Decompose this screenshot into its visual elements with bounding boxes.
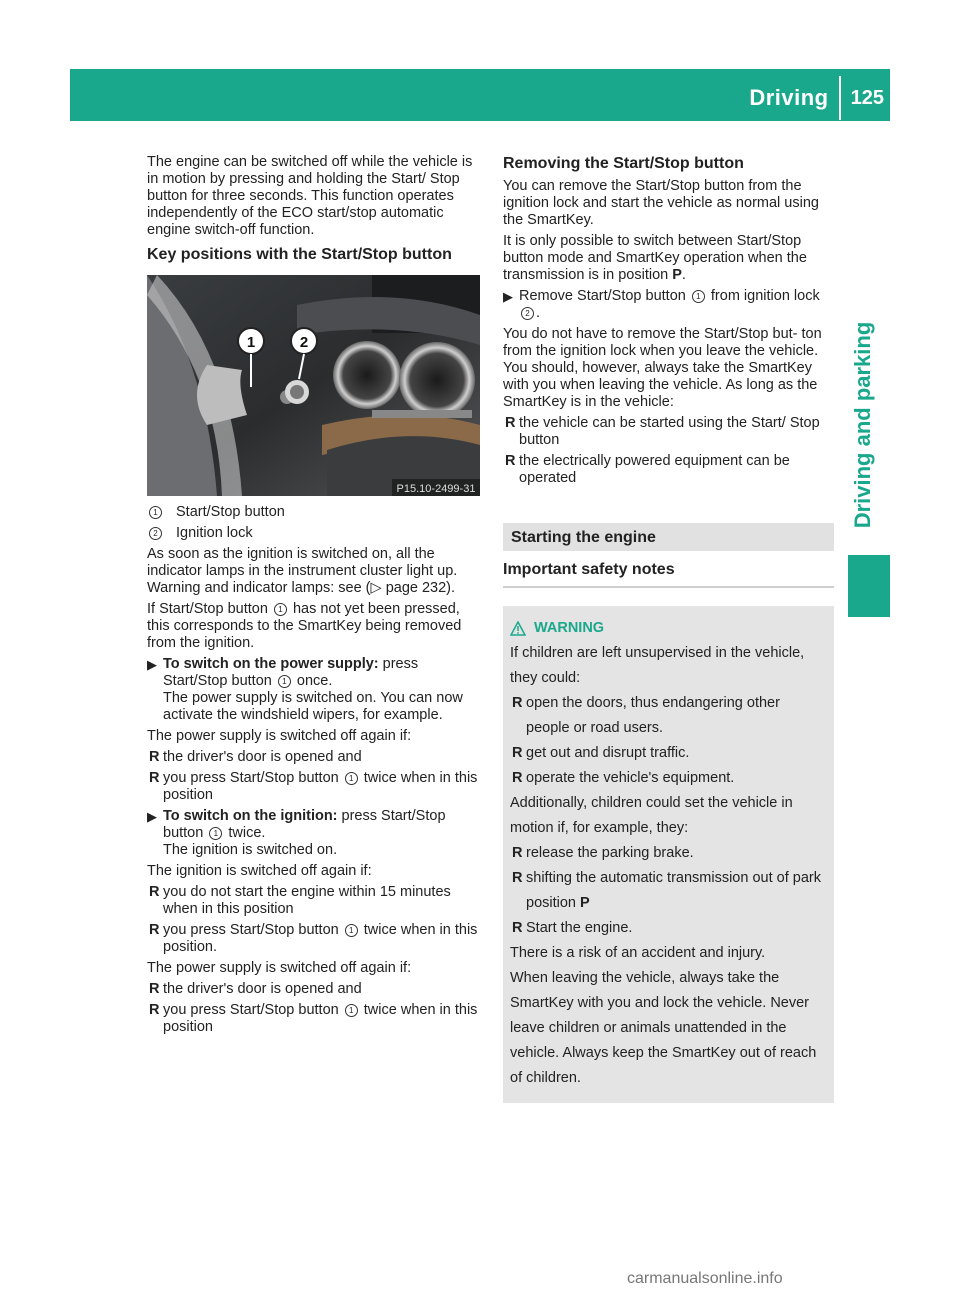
heading-removing: Removing the Start/Stop button (503, 155, 744, 172)
callout-number: 1 (345, 924, 358, 937)
callout-number: 2 (149, 527, 162, 540)
warning-triangle-icon (510, 621, 526, 636)
warning-motion: Additionally, children could set the vehicle in motion if, for example, they: (510, 795, 793, 836)
svg-text:1: 1 (246, 334, 256, 351)
section-starting-engine: Starting the engine (503, 523, 834, 551)
step-ignition: ▶ To switch on the ignition: press Start/Stop button 1 twice. The ignition is switched on. (147, 808, 446, 858)
list-item: R the vehicle can be started using the Start/ Stop button (505, 415, 820, 448)
list-item: R shifting the automatic transmission out of park position P (512, 870, 821, 911)
paragraph-not-pressed: If Start/Stop button 1 has not yet been pressed, this corresponds to the SmartKey being removed from the ignition. (147, 601, 462, 651)
running-header (749, 76, 888, 120)
legend-label: Ignition lock (176, 525, 253, 541)
subhead-safety-notes: Important safety notes (503, 561, 834, 588)
heading-key-positions: Key positions with the Start/Stop button (147, 246, 452, 263)
step-arrow-icon: ▶ (147, 809, 157, 824)
paragraph-power-off-2: The power supply is switched off again if: (147, 960, 412, 976)
list-item: R open the doors, thus endangering other people or road users. (512, 695, 780, 736)
callout-number: 1 (692, 290, 705, 303)
list-item: R operate the vehicle's equipment. (512, 770, 735, 786)
callout-number: 2 (521, 307, 534, 320)
paragraph-power-off: The power supply is switched off again if: (147, 728, 412, 744)
paragraph-remove-3: You do not have to remove the Start/Stop but- ton from the ignition lock when you leave the vehicle. You should, however, always take the SmartKey with you when leaving the vehicle. As long as the SmartKey is in the vehicle: (503, 326, 822, 410)
callout-number: 1 (345, 1004, 358, 1017)
paragraph-ignition-on: As soon as the ignition is switched on, all the indicator lamps in the instrument cluster light up. Warning and indicator lamps: see (▷ page 232). (147, 546, 458, 596)
callout-number: 1 (274, 603, 287, 616)
svg-text:2: 2 (299, 334, 309, 351)
list-item: R the driver's door is opened and (149, 981, 362, 997)
intro-paragraph: The engine can be switched off while the vehicle is in motion by pressing and holding the Start/ Stop button for three seconds. This function operates independently of the ECO start/stop automatic engine switch-off function. (147, 154, 473, 238)
list-item: R you press Start/Stop button 1 twice when in this position (149, 770, 478, 803)
callout-number: 1 (149, 506, 162, 519)
step-arrow-icon: ▶ (503, 289, 513, 304)
dashboard-photo (147, 275, 480, 496)
chapter-marker-block (848, 555, 890, 617)
paragraph-remove-2: It is only possible to switch between Start/Stop button mode and SmartKey operation when the transmission is in position P. (503, 233, 807, 283)
watermark: carmanualsonline.info (627, 1270, 783, 1287)
legend-item (147, 504, 480, 521)
list-item: R you press Start/Stop button 1 twice when in this position. (149, 922, 478, 955)
step-power-supply: ▶ To switch on the power supply: press Start/Stop button 1 once. The power supply is switched on. You can now activate the windshield wipers, for example. (147, 656, 463, 723)
warning-leaving: When leaving the vehicle, always take the SmartKey with you and lock the vehicle. Never leave children or animals unattended in the vehicle. Always keep the SmartKey out of reach of children. (510, 970, 817, 1086)
list-item: R Start the engine. (512, 920, 633, 936)
callout-number: 1 (278, 675, 291, 688)
list-item: R get out and disrupt traffic. (512, 745, 690, 761)
right-column (503, 154, 834, 1103)
image-code: P15.10-2499-31 (396, 483, 476, 495)
warning-heading: WARNING (510, 616, 827, 641)
paragraph-remove-1: You can remove the Start/Stop button from the ignition lock and start the vehicle as normal using the SmartKey. (503, 178, 819, 228)
list-item: R the driver's door is opened and (149, 749, 362, 765)
chapter-side-tab (836, 300, 890, 550)
step-remove: ▶ Remove Start/Stop button 1 from ignition lock 2 . (503, 288, 820, 321)
paragraph-ignition-off: The ignition is switched off again if: (147, 863, 372, 879)
list-item: R you press Start/Stop button 1 twice when in this position (149, 1002, 478, 1035)
list-item: R release the parking brake. (512, 845, 694, 861)
legend-label: Start/Stop button (176, 504, 285, 520)
warning-intro: If children are left unsupervised in the vehicle, they could: (510, 645, 805, 686)
step-arrow-icon: ▶ (147, 657, 157, 672)
legend-item (147, 525, 480, 542)
section-title: Driving (749, 85, 829, 110)
left-column (147, 154, 480, 1040)
warning-risk: There is a risk of an accident and injury. (510, 945, 766, 961)
callout-number: 1 (345, 772, 358, 785)
chapter-label: Driving and parking (850, 321, 875, 529)
callout-number: 1 (209, 827, 222, 840)
warning-box (503, 606, 834, 1103)
list-item: R the electrically powered equipment can be operated (505, 453, 790, 486)
list-item: R you do not start the engine within 15 minutes when in this position (149, 884, 451, 917)
page-number: 125 (850, 86, 884, 109)
